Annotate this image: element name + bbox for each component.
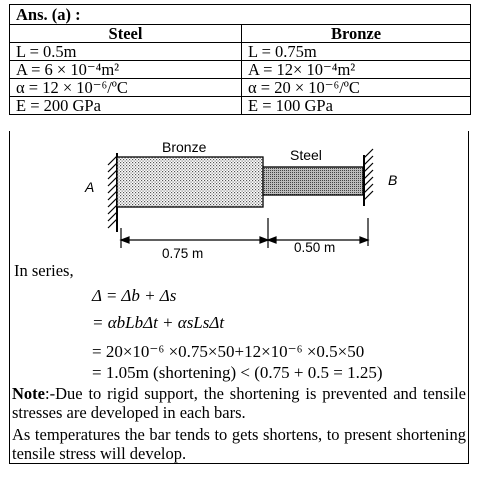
equation-4: = 1.05m (shortening) < (0.75 + 0.5 = 1.25) [92,363,383,382]
steel-bar [263,167,363,195]
bronze-area: A = 12× 10⁻⁴m² [242,61,471,79]
bronze-length: L = 0.75m [242,43,471,61]
label-b: B [388,172,398,188]
equation-3: = 20×10⁻⁶ ×0.75×50+12×10⁻⁶ ×0.5×50 [92,342,365,361]
equation-1: Δ = Δb + Δs [92,286,177,305]
equation-2: = αbLbΔt + αsLsΔt [92,313,225,332]
header-bronze: Bronze [242,25,471,43]
label-steel: Steel [290,147,322,163]
dim-bronze: 0.75 m [162,246,204,261]
steel-area: A = 6 × 10⁻⁴m² [10,61,242,79]
label-a: A [85,179,95,195]
note-text-1: :-Due to rigid support, the shortening is prevented and tensile stresses are developed in each bars. [12,384,466,422]
left-support [108,153,117,232]
header-steel: Steel [10,25,242,43]
note-paragraph [12,384,466,422]
right-support [364,149,373,206]
solution-intro: In series, [14,261,74,280]
steel-modulus: E = 200 GPa [10,97,242,115]
answer-label: Ans. (a) : [10,5,471,25]
bronze-alpha: α = 20 × 10⁻⁶/ºC [242,79,471,97]
note-label: Note [12,384,45,403]
bronze-bar [117,157,263,207]
bronze-modulus: E = 100 GPa [242,97,471,115]
steel-length: L = 0.5m [10,43,242,61]
dim-steel: 0.50 m [294,240,336,255]
note-paragraph-2: As temperatures the bar tends to gets shortens, to present shortening tensile stress will develop. [12,425,466,463]
label-bronze: Bronze [162,139,207,155]
steel-alpha: α = 12 × 10⁻⁶/ºC [10,79,242,97]
